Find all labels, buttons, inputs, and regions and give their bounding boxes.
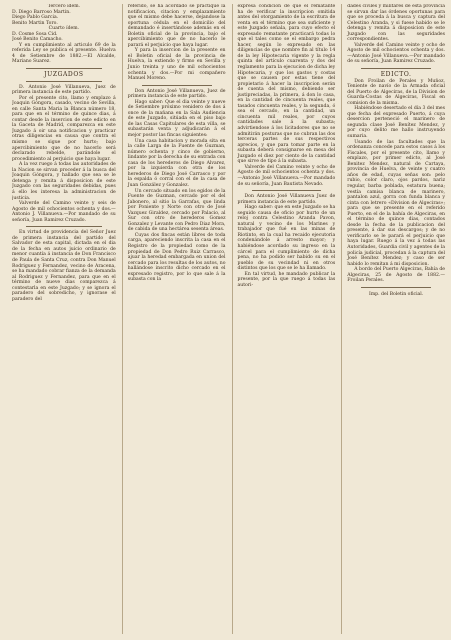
article-paragraph: Un cercado situado en los egidos de la Fuente de Guzman, cercado por el del Jabonero, al sitio la Garrafas, que linda por Poniente y Norte con otro de José Vazquez Giraldez, cercado por Palacio, al Sur con otro de herederos Gomez Gonzalez y Levante con Pedro Diaz Mora, de cabida de una hectárea sesenta áreas. — [127, 188, 226, 233]
divider — [26, 81, 102, 82]
article-paragraph: expresa condicion de que el rematante ha de verificar la inscripcion omitida antes del otorgamiento de la escritura de venta en el término que sea suficiente y este Juzgado señala, para cuyo efecto el expresado rematante practicará todas lo que el tales como se el embargo pedra hacer, según lo expresado en las diligencias de que nombre fin al título 14 de la ley Hipotecaria vigente y la regla quinta del artículo cuarenta y dos del reglamento para la ejecucion de dicha ley Hipotecaria, y que los gastos y costas que se causen por estas tiene del propietario á hacer la inscripcion serán de cuenta del mismo, debiendo ser justipreciadas, la primera, á don lo casa, en la cantidad de cincuenta reales, que tasados cincuenta reales, y la segunda, ó sea el cercado, en la cantidad, un cincuenta mil reales, por cuyos cantidades sale á la subasta; advirtiendose á los licitadores que no se admitirán posturas que no cubran las dos terceras partes de sus respectivos aprecios, y que para tomar parte en la subasta deberá consignarse en mesa del Juzgado el diez por ciento de la cantidad que sirve de tipo á la subasta. — [237, 4, 336, 165]
section-heading: JUZGADOS — [44, 71, 84, 79]
article-paragraph: dades civiles y militares de esta provincia se sirvan dar las órdenes oportunas para que se proceda á la busca y captura del Celestino Aranda, y si fuese habido se le detenga y remita á disposicion de este Juzgado con las seguridades correspondientes. — [347, 4, 445, 43]
article-paragraph: Y para la insercion de la presente en el Boletin oficial de la provincia de Huelva, la extiendo y firmo en Sevilla y Junio treinta y uno de mil ochocientos ochenta y dos.—Por mi compañero Manuel Moreno. — [127, 48, 226, 82]
article-paragraph: Valverde del Camino veinte y ocho de Agosto de mil ochocientos ochenta y dos.—Antonio José Villanueva.—Por mandado de su señoría, Juan Ramirez Cruzado. — [347, 42, 445, 65]
article-paragraph: A bordo del Puerto Algeciras, Bahía de Algeciras, 25 de Agosto de 1882.—Froilan Perales. — [347, 267, 445, 284]
section-heading: EDICTO. — [380, 71, 412, 79]
article-paragraph: En tal virtud, he mandado publicar la presente, por la que ruego á todas las autori- — [237, 271, 336, 288]
column-3 — [232, 4, 336, 634]
article-paragraph: Habiéndose desertado el día 3 del mes que fecha del expresado Puerto, á cuya desercion perteneció el marinero de segunda clase José Benítez Mendez, y por cuyo delito me hallo instruyendo sumaria. — [347, 106, 445, 140]
article-paragraph: En virtud de providencia del Señor Juez de primera instancia del partido del Salvador de esta capital, dictada en el dia de la fecha en autos juicio ordinario de menor cuantía á instancia de Don Francisco de Paula de Santa Cruz, contra Don Manuel Rodriguez y Fernandez, vecino de Aracena, se ha mandado cobrar fianza de la demanda al Rodriguez y Fernandez, para que en el término de nueve dias comparezca á contestarla en este Juzgado; y se ignora el paradero del sobredicho, y ignorase el paradero del — [12, 230, 116, 302]
divider — [26, 226, 102, 227]
article-paragraph: Por el presente cito, llamo y emplazo á Joaquin Góngora, casado, vecino de Sevilla, en calle Santa Maria la Blanca número 18, para que en el término de quince dias, á contar desde la insercion de este edicto en la Gaceta de Madrid, comparezca en este Juzgado á oir una notificacion y practicar otras diligencias en causa que contra el mismo se sigue por hurto; bajo apercibimiento que de no hacerlo será declarado rebelde, parándole el procedimiento al perjuicio que haya lugar. — [12, 95, 116, 162]
roster-line: D. Diego Barroso Martin. — [12, 9, 71, 15]
article-paragraph: Una casa habitacion y morada sita en la calle Larga de la Fuente de Guzman, número ochenta y cinco de gobierno, lindante por la derecha de su entrada con casa de los herederos de Diego Alvarez, por la izquierda con otra de los herederos de Diego José Carrasco y por la espalda ó corral con el de la casa de Juan González y Gonzalez. — [127, 138, 226, 188]
article-paragraph: A la vez ruego á todas las autoridades de la Nacion se sirvan proceder á la busca del Joaquin Góngora, y hallado que sea se le detenga y remita á disposicion de este Juzgado con las seguridades debidas, pues á ello les interesa la administracion de justicia. — [12, 162, 116, 201]
article-paragraph: Don Antonio José Villanueva Juez de primera instancia de este partido. — [237, 194, 336, 205]
roster-line: D. Cosme Sosa Cid. — [12, 31, 58, 37]
divider — [142, 85, 212, 86]
column-4 — [341, 4, 445, 634]
divider — [361, 68, 431, 69]
column-1 — [12, 4, 116, 634]
article-paragraph: Valverde del Camino veinte y seis de Agosto de mil ochocientos ochenta y dos.—Antonio J. Villanueva.—Por mandado de su señoría, Juan Ramirez Cruzado. — [12, 201, 116, 223]
article-paragraph: Don Antonio José Villanueva, Juez de primera instancia de este partido. — [127, 88, 226, 100]
roster-line: Tercero ídem. — [47, 4, 81, 9]
divider — [252, 190, 322, 191]
article-paragraph: Hago saber: que en este Juzgado se ha seguido causa de oficio por hurto de un reloj contra Celestino Aranda Pavon, natural y vecino de los Marines y trabajador que fué en las minas de Riotinto, en la cual ha recaido ejecutoria condenándole á arresto mayor; y habiéndose acordado su ingreso en la cárcel para el cumplimiento de dicha pena, no ha podido ser habido su en el pueblo de su vecindad ni en otros distintos que los que se le ha llamado. — [237, 205, 336, 272]
article-paragraph: D. Antonio José Villanueva, Juez de primera instancia de este partido. — [12, 84, 116, 96]
roster-line: José Benito Camacho. — [12, 37, 63, 43]
roster-line: Benito Martin Toro. — [12, 20, 58, 26]
article-paragraph: Cuyas dos fincas están libres de toda carga, apareciendo inscrita la casa en el Registro de la propiedad como de la propiedad de Don Pedro Ruiz Carrasco, ajuar la heredad embargada en union del cercado para los resultas de los autos, no hallándose inscrito dicho cercado en el expresado registro, por lo que sale á la subasta con la — [127, 232, 226, 283]
notice-paragraph: Y en cumplimiento al articulo 69 de la referida Ley se publica el presente. Huelva 4 de Setiembre de 1882.—El Alcalde, Mariano Suarez. — [12, 42, 116, 65]
divider — [361, 287, 431, 288]
column-2 — [122, 4, 226, 634]
article-paragraph: Valverde del Camino veinte y ocho de Agosto de mil ochocientos ochenta y dos.—Antonio José Villanueva.—Por mandado de su señoría, Juan Bautista Nevado. — [237, 164, 336, 187]
roster-line: Cuarto ídem. — [48, 26, 80, 32]
article-paragraph: referido, se ha acordado se practique la notificacion, citacion y emplazamiento que el mismo debe hacerse, dejandose la oportuna cédula en el domicilio del demandado é insertándose además en el Boletin oficial de la provincia, bajo el apercibimiento que de no hacerlo le parará el perjuicio que haya lugar. — [127, 4, 226, 48]
article-paragraph: Usando de las facultades que la ordenanza concede para estos casos á los Fiscales, por el presente cito, llamo y emplazo, por primer edicto, al José Benitez Mendez, natural de Cartaya, provincia de Huelva, de veinte y cuatro años de edad, cuyas señas son: pelo rubio, color claro, ojos pardos, nariz regular, barba poblada, estatura buena; vestía camisa blanca de marinero, pantalon azul, gorra con funda blanca y cinta con letrero «Division de Algeciras»; para que se presente en el referido Puerto, en el de la bahía de Algeciras, en el término de quince dias, contados desde la fecha de la publicacion del presente, á dar sus descargos; y de no verificarlo se le parará el perjuicio que haya lugar. Ruego á la vez á todas las Autoridades, Guardia civil y agentes de la policía judicial, procedan á la captura del José Benítez Mendez; y caso de ser habido lo remitan á mi disposicion. — [347, 139, 445, 267]
imprint-line: Imp. del Boletin oficial. — [369, 291, 424, 297]
roster-line: Diego Pablo Garcia. — [12, 15, 59, 21]
article-paragraph: Don Froilan de Perales y Muñoz, Teniente de navío de la Armada oficial del Puerto de Algeciras, de la Division de Guarda-Costas de Algeciras, Fiscal en comision de la misma. — [347, 78, 445, 106]
divider — [26, 68, 102, 69]
article-paragraph: Hago saber: Que el dia veinte y nueve de Setiembre próximo venidero de dos á once de la mañana en la Sala Audiencia de este Juzgado, sitúada en el piso bajo de las Casas Capitulares de esta villa, se subastarán venta y adjudicarán á el mejor postor las fincas siguientes: — [127, 99, 226, 139]
